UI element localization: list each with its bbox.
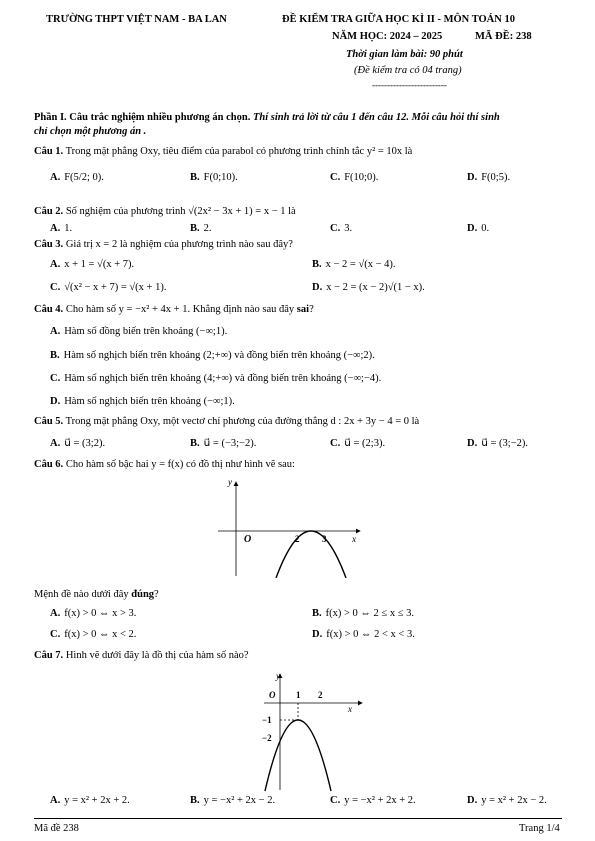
footer-rule [34, 818, 562, 819]
question-3 [34, 239, 293, 250]
school-year: NĂM HỌC: 2024 – 2025 [332, 31, 443, 42]
q7-graph [236, 670, 366, 792]
q6-origin-label: O [244, 534, 252, 545]
q7-option-a[interactable]: A. y = x² + 2x + 2. [50, 795, 130, 806]
question-4-label: Câu 4. [34, 304, 64, 315]
q6-option-d-text: f(x) > 0 ⇔ 2 < x < 3. [326, 629, 415, 640]
q7-tick-m2: −2 [262, 733, 272, 743]
part1-title-italic: Thí sinh trả lời từ câu 1 đến câu 12. Mỗi câu hỏi thí sinh [250, 112, 500, 123]
q6-option-c[interactable]: C. f(x) > 0 ⇔ x < 2. [50, 629, 137, 640]
q6-option-b-text: f(x) > 0 ⇔ 2 ≤ x ≤ 3. [325, 608, 414, 619]
q6-x-label: x [352, 534, 356, 544]
part1-title [34, 112, 500, 123]
exam-code: MÃ ĐỀ: 238 [475, 31, 532, 42]
q6-option-c-text: f(x) > 0 ⇔ x < 2. [64, 629, 137, 640]
q4-option-d-text: Hàm số nghịch biến trên khoảng (−∞;1). [64, 396, 235, 407]
question-7-label: Câu 7. [34, 650, 64, 661]
question-1-text: Trong mặt phẳng Oxy, tiêu điểm của parabol có phương trình chính tắc y² = 10x là [65, 146, 413, 157]
q1-option-c[interactable]: C. F(10;0). [330, 172, 379, 183]
question-3-text: Giá trị x = 2 là nghiệm của phương trình nào sau đây? [65, 239, 293, 250]
q4-option-a[interactable]: A. Hàm số đồng biến trên khoảng (−∞;1). [50, 326, 228, 337]
q5-option-c-text: u⃗ = (2;3). [344, 438, 386, 449]
q2-option-c-text: 3. [344, 223, 353, 234]
q4-option-b[interactable]: B. Hàm số nghịch biến trên khoảng (2;+∞) và đồng biến trên khoảng (−∞;2). [50, 350, 375, 361]
footer-page: Trang 1/4 [519, 823, 560, 834]
q6-option-a[interactable]: A. f(x) > 0 ⇔ x > 3. [50, 608, 137, 619]
q7-origin-label: O [269, 690, 276, 700]
q2-option-d-text: 0. [481, 223, 490, 234]
question-5-label: Câu 5. [34, 416, 64, 427]
q3-option-d[interactable]: D. x − 2 = (x − 2)√(1 − x). [312, 282, 425, 293]
school-name: TRƯỜNG THPT VIỆT NAM - BA LAN [46, 14, 227, 25]
question-4: Câu 4. Cho hàm số y = −x² + 4x + 1. Khẳng định nào sau đây sai? [34, 304, 314, 315]
q1-option-b[interactable]: B. F(0;10). [190, 172, 238, 183]
q6-graph [214, 476, 364, 578]
q5-option-d-text: u⃗ = (3;−2). [481, 438, 529, 449]
header-divider: ------------------------- [372, 80, 447, 90]
q4-option-a-text: Hàm số đồng biến trên khoảng (−∞;1). [64, 326, 228, 337]
q4-option-c-text: Hàm số nghịch biến trên khoảng (4;+∞) và đồng biến trên khoảng (−∞;−4). [64, 373, 382, 384]
q7-option-d-text: y = x² + 2x − 2. [481, 795, 547, 806]
q5-option-b-text: u⃗ = (−3;−2). [203, 438, 257, 449]
q5-option-a[interactable]: A. u⃗ = (3;2). [50, 438, 106, 449]
q3-option-b[interactable]: B. x − 2 = √(x − 4). [312, 259, 396, 270]
question-5 [34, 416, 419, 427]
question-4-text: Cho hàm số y = −x² + 4x + 1. Khẳng định nào sau đây [65, 304, 297, 315]
q6-tick-3: 3 [322, 534, 327, 544]
q6-parabola [276, 531, 346, 578]
q7-x-label: x [348, 704, 352, 714]
q3-option-a[interactable]: A. x + 1 = √(x + 7). [50, 259, 135, 270]
q3-option-c[interactable]: C. √(x² − x + 7) = √(x + 1). [50, 282, 167, 293]
q7-option-b-text: y = −x² + 2x − 2. [203, 795, 276, 806]
question-1-label: Câu 1. [34, 146, 64, 157]
q6-prompt: Mệnh đề nào dưới đây đúng? [34, 589, 159, 600]
q6-prompt-text: Mệnh đề nào dưới đây [34, 589, 132, 600]
exam-pages: (Đề kiểm tra có 04 trang) [354, 65, 462, 76]
q6-tick-2: 2 [295, 534, 300, 544]
q3-option-b-text: x − 2 = √(x − 4). [325, 259, 396, 270]
question-5-text: Trong mặt phẳng Oxy, một vectơ chỉ phương của đường thẳng d : 2x + 3y − 4 = 0 là [65, 416, 420, 427]
q4-option-b-text: Hàm số nghịch biến trên khoảng (2;+∞) và đồng biến trên khoảng (−∞;2). [63, 350, 375, 361]
q7-option-c[interactable]: C. y = −x² + 2x + 2. [330, 795, 416, 806]
question-6-text: Cho hàm số bậc hai y = f(x) có đồ thị như hình vẽ sau: [65, 459, 295, 470]
q3-option-a-text: x + 1 = √(x + 7). [64, 259, 135, 270]
q2-option-c[interactable]: C. 3. [330, 223, 353, 234]
q5-option-a-text: u⃗ = (3;2). [64, 438, 106, 449]
q7-tick-m1: −1 [262, 715, 272, 725]
q2-option-a-text: 1. [64, 223, 73, 234]
q2-option-b[interactable]: B. 2. [190, 223, 212, 234]
q7-y-label: y [276, 671, 280, 681]
q1-option-d[interactable]: D. F(0;5). [467, 172, 511, 183]
q5-option-d[interactable]: D. u⃗ = (3;−2). [467, 438, 529, 449]
part1-title-bold: Phần I. Câu trắc nghiệm nhiều phương án chọn. [34, 112, 251, 123]
q5-option-c[interactable]: C. u⃗ = (2;3). [330, 438, 386, 449]
q6-option-b[interactable]: B. f(x) > 0 ⇔ 2 ≤ x ≤ 3. [312, 608, 414, 619]
q4-option-c[interactable]: C. Hàm số nghịch biến trên khoảng (4;+∞) và đồng biến trên khoảng (−∞;−4). [50, 373, 382, 384]
q1-option-a[interactable]: A. F(5/2; 0). [50, 172, 104, 183]
question-1 [34, 146, 412, 157]
q1-option-c-text: F(10;0). [344, 172, 379, 183]
question-2-text: Số nghiệm của phương trình √(2x² − 3x + 1) = x − 1 là [65, 206, 296, 217]
q1-option-d-text: F(0;5). [481, 172, 511, 183]
question-2 [34, 206, 296, 217]
q4-option-d[interactable]: D. Hàm số nghịch biến trên khoảng (−∞;1). [50, 396, 235, 407]
part1-title-line2: chỉ chọn một phương án . [34, 126, 147, 137]
q6-prompt-emph: đúng [131, 589, 155, 600]
footer-code: Mã đề 238 [34, 823, 79, 834]
q6-option-a-text: f(x) > 0 ⇔ x > 3. [64, 608, 137, 619]
q7-option-d[interactable]: D. y = x² + 2x − 2. [467, 795, 547, 806]
q5-option-b[interactable]: B. u⃗ = (−3;−2). [190, 438, 257, 449]
question-4-emph: sai [296, 304, 310, 315]
q7-tick-1: 1 [296, 690, 301, 700]
q2-option-d[interactable]: D. 0. [467, 223, 490, 234]
q7-option-b[interactable]: B. y = −x² + 2x − 2. [190, 795, 276, 806]
q7-tick-2: 2 [318, 690, 323, 700]
q3-option-d-text: x − 2 = (x − 2)√(1 − x). [326, 282, 425, 293]
q6-y-label: y [228, 477, 232, 487]
question-6-label: Câu 6. [34, 459, 64, 470]
q7-option-a-text: y = x² + 2x + 2. [64, 795, 130, 806]
q2-option-a[interactable]: A. 1. [50, 223, 73, 234]
question-7 [34, 650, 249, 661]
q2-option-b-text: 2. [203, 223, 212, 234]
q1-option-a-text: F(5/2; 0). [64, 172, 104, 183]
question-3-label: Câu 3. [34, 239, 64, 250]
q1-option-b-text: F(0;10). [203, 172, 238, 183]
exam-time: Thời gian làm bài: 90 phút [346, 49, 463, 60]
question-2-label: Câu 2. [34, 206, 64, 217]
q6-option-d[interactable]: D. f(x) > 0 ⇔ 2 < x < 3. [312, 629, 415, 640]
q7-option-c-text: y = −x² + 2x + 2. [344, 795, 416, 806]
exam-title: ĐỀ KIỂM TRA GIỮA HỌC KÌ II - MÔN TOÁN 10 [282, 14, 515, 25]
q7-parabola [265, 720, 331, 791]
q3-option-c-text: √(x² − x + 7) = √(x + 1). [64, 282, 167, 293]
question-6 [34, 459, 295, 470]
question-7-text: Hình vẽ dưới đây là đồ thị của hàm số nào? [65, 650, 249, 661]
